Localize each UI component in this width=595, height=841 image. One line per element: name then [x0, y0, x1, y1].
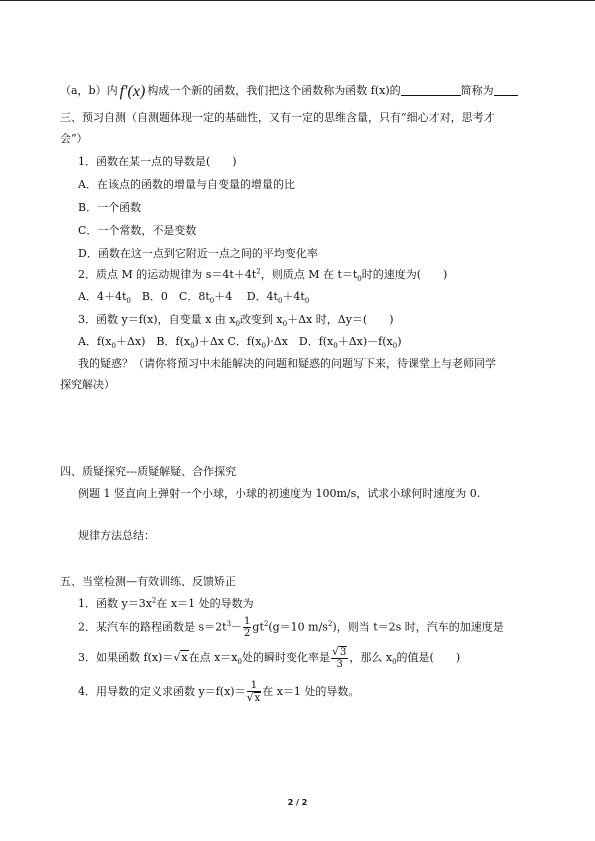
section5-title: 五、当堂检测—有效训练、反馈矫正: [60, 575, 236, 588]
q1-option-d: D．函数在这一点到它附近一点之间的平均变化率: [78, 247, 318, 260]
q2-stem: 2．质点 M 的运动规律为 $s=4t+4t^2$，则质点 M 在 $t=t_0$时的速度为( ): [78, 267, 448, 284]
example-1: 例题 1 竖直向上弹射一个小球，小球的初速度为 100m/s，试求小球何时速度为 0.: [78, 487, 481, 500]
my-doubts-cont: 探究解决）: [60, 378, 115, 391]
page-number: 2 / 2: [287, 798, 308, 807]
section3-title-cont: 会”）: [60, 132, 88, 145]
section3-title: 三、预习自测（自测题体现一定的基础性，又有一定的思维含量，只有“细心才对，思考才: [60, 111, 495, 124]
check-q4: 4．用导数的定义求函数 y＝f(x)＝ $\frac{1}{√x}$ 在 x＝1 处的导数。: [78, 680, 360, 704]
section4-title: 四、质疑探究---质疑解疑、合作探究: [60, 465, 237, 478]
q1-option-b: B．一个函数: [78, 201, 142, 214]
q3-stem: 3．函数 y＝f(x)，自变量 x 由 $x_0$改变到 $x_0+\Delta x$ 时，Δy＝( ): [78, 313, 394, 329]
method-summary: 规律方法总结：: [78, 529, 155, 542]
q1-option-c: C．一个常数，不是变数: [78, 224, 197, 237]
fill-blank-2[interactable]: [494, 84, 518, 96]
my-doubts: 我的疑惑？（请你将预习中未能解决的问题和疑惑的问题写下来，待课堂上与老师同学: [78, 357, 496, 370]
check-q3: 3．如果函数 f(x)＝√x在点 $x=x_0$处的瞬时变化率是 $\frac{√3}{3}$ ，那么 $x_0$的值是( ): [78, 645, 461, 670]
fraction-half: $\frac{1}{2}$: [244, 616, 251, 639]
derivative-symbol: f′(x): [119, 83, 146, 100]
fraction-1-over-sqrt-x: $\frac{1}{√x}$: [246, 680, 261, 704]
fraction-sqrt3-over-3: $\frac{√3}{3}$: [331, 645, 347, 670]
check-q2: 2．某汽车的路程函数是 $s=2t^3-$ $\frac{1}{2}$ $gt^2(g=10$ $m/s^2$)，则当 t＝2s 时，汽车的加速度是: [78, 616, 504, 639]
sqrt-x: √x: [173, 651, 188, 664]
top-border: [0, 0, 595, 1]
q3-options: A．$f(x_0+\Delta x)$ B．$f(x_0)+\Delta x$ C．$f(x_0)\cdot\Delta x$ D．$f(x_0+\Delta x)-f(x_0)$: [78, 335, 402, 351]
q2-options: A．$4+4t_0$ B．0 C．$8t_0+4$ D．$4t_0+4t_0$: [78, 290, 310, 306]
q1-option-a: A．在该点的函数的增量与自变量的增量的比: [78, 178, 295, 191]
check-q1: 1．函数 $y=3x^2$在 x＝1 处的导数为: [78, 596, 254, 610]
intro-line: （a，b）内 f′(x) 构成一个新的函数，我们把这个函数称为函数 f(x)的 简称为: [60, 84, 518, 100]
fill-blank-1[interactable]: [401, 84, 461, 96]
q1-stem: 1．函数在某一点的导数是( ): [78, 155, 237, 168]
